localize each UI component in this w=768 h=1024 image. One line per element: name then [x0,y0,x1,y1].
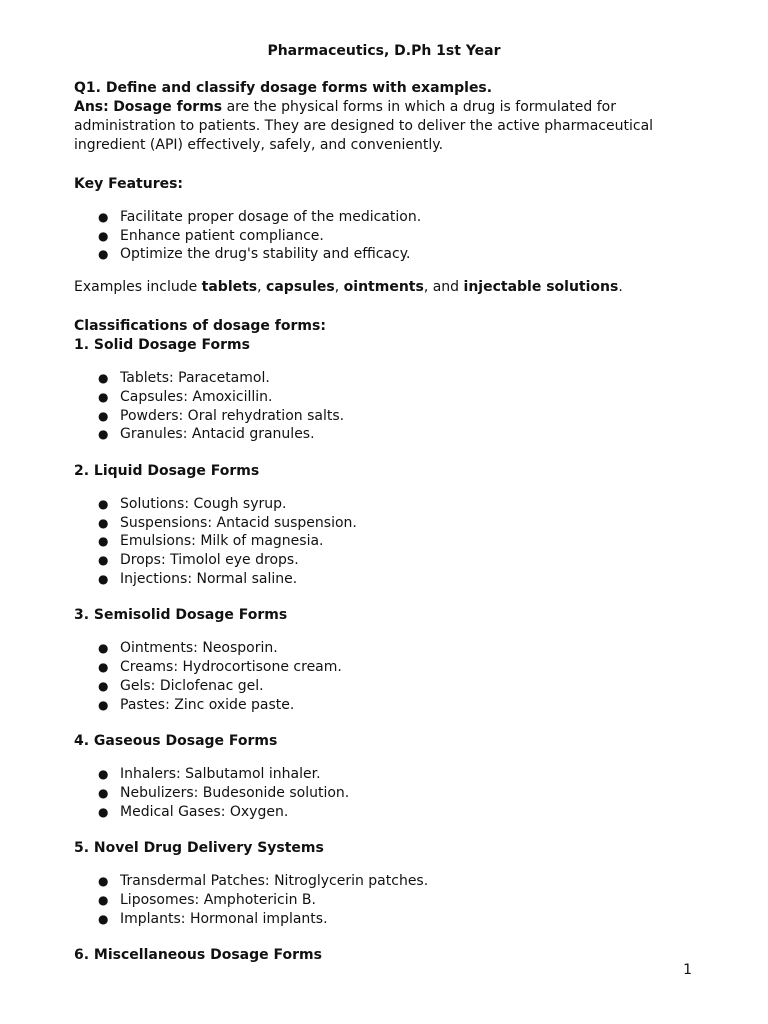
example-injectable-solutions: injectable solutions [463,279,619,296]
list-item [74,245,694,264]
list-item-text: Emulsions: Milk of magnesia. [120,533,324,550]
bullet-icon: ● [98,911,109,926]
list-item-text: Powders: Oral rehydration salts. [120,407,345,424]
bullet-icon: ● [98,210,109,224]
section-heading-solid: 1. Solid Dosage Forms [74,337,250,354]
example-tablets: tablets [201,279,258,296]
list-item-text: Enhance patient compliance. [120,227,324,244]
bullet-icon: ● [98,534,109,549]
list-item-text: Granules: Antacid granules. [120,426,315,443]
list-item [74,227,694,246]
list-item-text: Drops: Timolol eye drops. [120,552,299,569]
section-list-solid [74,369,694,444]
list-item-text: Liposomes: Amphotericin B. [120,892,316,909]
examples-separator: , [334,279,344,296]
document-title: Pharmaceutics, D.Ph 1st Year [267,43,501,59]
examples-prefix: Examples include [74,279,202,296]
list-item-text: Creams: Hydrocortisone cream. [120,659,342,676]
list-item-text: Solutions: Cough syrup. [120,495,287,512]
bullet-icon: ● [98,389,109,404]
list-item-text: Medical Gases: Oxygen. [120,803,289,820]
list-item-text: Tablets: Paracetamol. [120,370,270,387]
bullet-icon: ● [98,660,109,675]
section-list-gaseous [74,765,694,821]
bullet-icon: ● [98,496,109,511]
key-features-list [74,208,694,264]
example-capsules: capsules [266,279,335,296]
list-item-text: Injections: Normal saline. [120,570,298,587]
list-item [74,765,694,784]
list-item [74,495,694,514]
list-item-text: Facilitate proper dosage of the medication. [120,209,422,225]
bullet-icon: ● [98,767,109,782]
section-heading-liquid: 2. Liquid Dosage Forms [74,462,260,479]
list-item-text: Pastes: Zinc oxide paste. [120,696,295,713]
list-item-text: Ointments: Neosporin. [120,640,278,657]
bullet-icon: ● [98,697,109,712]
classifications-heading: Classifications of dosage forms: [74,318,326,335]
examples-separator: , and [423,279,464,296]
bullet-icon: ● [98,553,109,568]
list-item [74,208,694,227]
bullet-icon: ● [98,427,109,442]
list-item [74,872,694,891]
list-item [74,784,694,803]
list-item [74,910,694,929]
key-features-heading: Key Features: [74,176,184,192]
bullet-icon: ● [98,247,109,262]
list-item-text: Capsules: Amoxicillin. [120,388,273,405]
bullet-icon: ● [98,785,109,800]
list-item [74,532,694,551]
bullet-icon: ● [98,408,109,423]
list-item-text: Transdermal Patches: Nitroglycerin patches. [120,873,429,890]
answer-prefix: Ans: [74,99,109,115]
section-heading-novel: 5. Novel Drug Delivery Systems [74,840,324,857]
list-item-text: Nebulizers: Budesonide solution. [120,784,350,801]
example-ointments: ointments [343,279,424,296]
list-item [74,658,694,677]
bullet-icon: ● [98,515,109,530]
list-item [74,639,694,658]
section-heading-gaseous: 4. Gaseous Dosage Forms [74,733,278,750]
section-heading-semisolid: 3. Semisolid Dosage Forms [74,607,288,624]
section-heading-miscellaneous: 6. Miscellaneous Dosage Forms [74,947,322,964]
list-item [74,696,694,715]
list-item [74,425,694,444]
list-item [74,388,694,407]
question-text: Q1. Define and classify dosage forms with examples. [74,80,493,96]
section-list-liquid [74,495,694,589]
answer-paragraph [74,98,694,155]
answer-text: are the physical forms in which a drug is formulated for administration to patients. They are designed to deliver the active pharmaceutical ingredient (API) effectively, safely, and conveniently. [74,99,654,153]
bullet-icon: ● [98,893,109,908]
list-item [74,551,694,570]
examples-suffix: . [618,279,623,296]
examples-separator: , [257,279,267,296]
list-item [74,891,694,910]
list-item [74,570,694,589]
examples-paragraph [74,278,694,297]
document-page [74,42,694,965]
bullet-icon: ● [98,874,109,889]
bullet-icon: ● [98,804,109,819]
list-item-text: Gels: Diclofenac gel. [120,677,264,694]
list-item-text: Inhalers: Salbutamol inhaler. [120,766,321,783]
list-item [74,369,694,388]
bullet-icon: ● [98,678,109,693]
section-list-novel [74,872,694,928]
list-item [74,514,694,533]
list-item [74,803,694,822]
list-item-text: Optimize the drug's stability and efficacy. [120,246,411,263]
list-item [74,407,694,426]
section-list-semisolid [74,639,694,714]
list-item-text: Suspensions: Antacid suspension. [120,514,357,531]
bullet-icon: ● [98,641,109,656]
bullet-icon: ● [98,371,109,386]
bullet-icon: ● [98,571,109,586]
bullet-icon: ● [98,228,109,243]
page-number: 1 [683,962,692,978]
list-item [74,677,694,696]
list-item-text: Implants: Hormonal implants. [120,910,328,927]
answer-term: Dosage forms [113,99,223,115]
